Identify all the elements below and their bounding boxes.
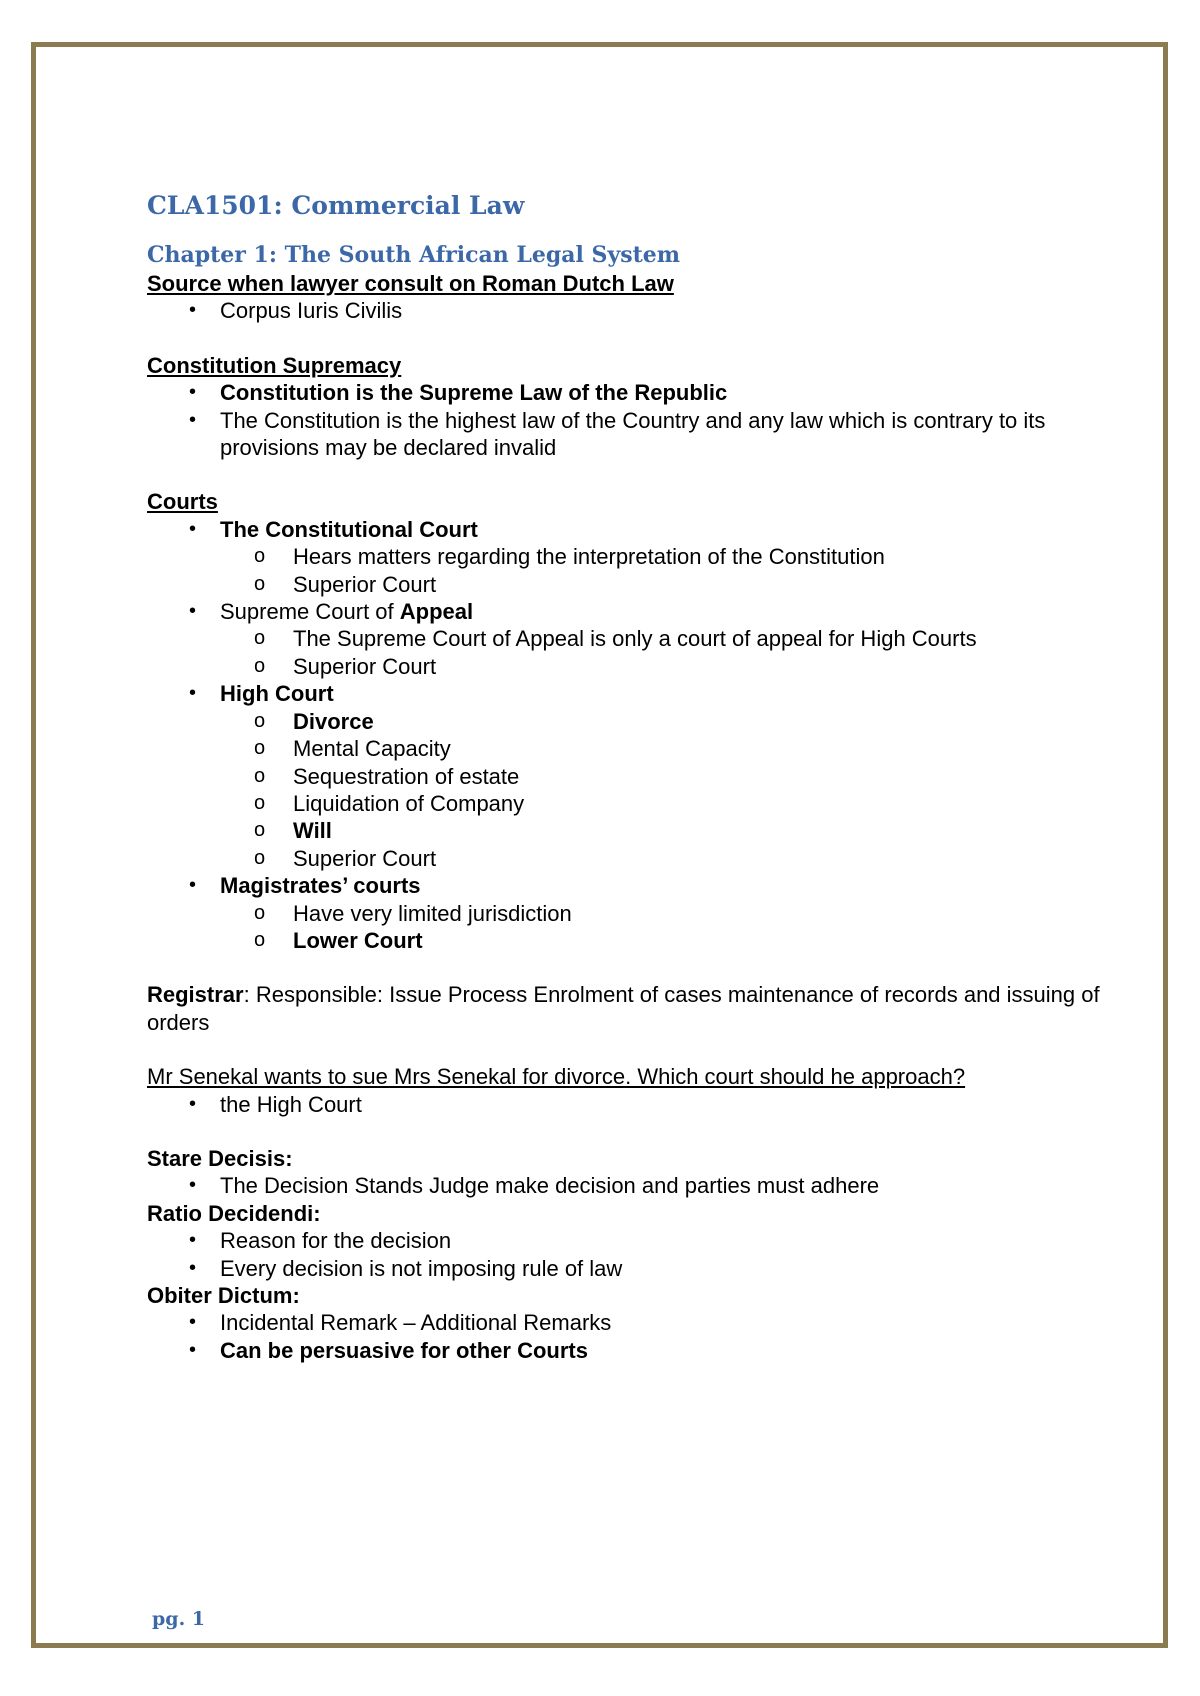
ratio-decidendi-list bbox=[147, 1227, 1107, 1282]
bullet-icon: • bbox=[189, 1229, 197, 1252]
bullet-icon: • bbox=[189, 1256, 197, 1279]
circle-bullet-icon: o bbox=[254, 737, 266, 760]
ratio-decidendi-heading: Ratio Decidendi: bbox=[147, 1200, 321, 1226]
sub-list bbox=[220, 543, 1107, 598]
bullet-icon: • bbox=[189, 1092, 197, 1115]
page-number: pg. 1 bbox=[152, 1608, 206, 1630]
bullet-icon: • bbox=[189, 517, 197, 540]
sub-list-item: o Superior Court bbox=[254, 653, 437, 679]
list-item: • The Decision Stands Judge make decision and parties must adhere bbox=[189, 1173, 880, 1199]
list-item: • Corpus Iuris Civilis bbox=[189, 298, 403, 324]
courts-heading: Courts bbox=[147, 489, 218, 515]
list-item: • Reason for the decision bbox=[189, 1228, 452, 1254]
list-item: • Incidental Remark – Additional Remarks bbox=[189, 1310, 612, 1336]
bullet-icon: • bbox=[189, 1311, 197, 1334]
bullet-icon: • bbox=[189, 381, 197, 404]
list-item: • the High Court bbox=[189, 1091, 362, 1117]
bullet-icon: • bbox=[189, 600, 197, 623]
document-body bbox=[147, 190, 1107, 1364]
sub-list-item: o Will bbox=[254, 818, 332, 844]
constitution-heading: Constitution Supremacy bbox=[147, 352, 402, 378]
circle-bullet-icon: o bbox=[254, 901, 266, 924]
circle-bullet-icon: o bbox=[254, 572, 266, 595]
sub-list-item: o Superior Court bbox=[254, 845, 437, 871]
sub-list bbox=[220, 625, 1107, 680]
list-item: • Can be persuasive for other Courts bbox=[189, 1337, 588, 1363]
circle-bullet-icon: o bbox=[254, 709, 266, 732]
circle-bullet-icon: o bbox=[254, 654, 266, 677]
sub-list bbox=[220, 900, 1107, 955]
bullet-icon: • bbox=[189, 1174, 197, 1197]
sub-list-item: o Hears matters regarding the interpretation of the Constitution bbox=[254, 544, 885, 570]
list-item: • Constitution is the Supreme Law of the Republic bbox=[189, 380, 728, 406]
court-item-high: • High Court o Divorce o Mental Capacity o Sequestration of estate o Liquidation of Company o Will o Superior Court bbox=[147, 680, 1107, 872]
obiter-dictum-heading: Obiter Dictum: bbox=[147, 1283, 300, 1308]
circle-bullet-icon: o bbox=[254, 545, 266, 568]
bullet-icon: • bbox=[189, 1338, 197, 1361]
obiter-dictum-list bbox=[147, 1309, 1107, 1364]
circle-bullet-icon: o bbox=[254, 791, 266, 814]
document-title: CLA1501: Commercial Law bbox=[147, 191, 525, 220]
stare-decisis-list bbox=[147, 1172, 1107, 1199]
bullet-icon: • bbox=[189, 874, 197, 897]
sub-list-item: o Divorce bbox=[254, 708, 374, 734]
answer-list bbox=[147, 1091, 1107, 1118]
circle-bullet-icon: o bbox=[254, 764, 266, 787]
source-heading: Source when lawyer consult on Roman Dutch Law bbox=[147, 271, 674, 296]
courts-list bbox=[147, 516, 1107, 955]
constitution-list bbox=[147, 379, 1107, 461]
source-list bbox=[147, 297, 1107, 324]
circle-bullet-icon: o bbox=[254, 627, 266, 650]
list-item: • The Constitution is the highest law of the Country and any law which is contrary to its provisions may be declared invalid bbox=[189, 407, 1046, 461]
court-item-appeal: • Supreme Court of Appeal o The Supreme Court of Appeal is only a court of appeal for High Courts o Superior Court bbox=[147, 598, 1107, 680]
sub-list-item: o Lower Court bbox=[254, 927, 423, 953]
court-item-magistrates: • Magistrates’ courts o Have very limited jurisdiction o Lower Court bbox=[147, 872, 1107, 954]
circle-bullet-icon: o bbox=[254, 928, 266, 951]
sub-list-item: o Superior Court bbox=[254, 571, 437, 597]
stare-decisis-heading: Stare Decisis: bbox=[147, 1145, 293, 1171]
list-item: • Every decision is not imposing rule of law bbox=[189, 1255, 623, 1281]
court-item-constitutional: • The Constitutional Court o Hears matters regarding the interpretation of the Constitution o Superior Court bbox=[147, 516, 1107, 598]
circle-bullet-icon: o bbox=[254, 819, 266, 842]
circle-bullet-icon: o bbox=[254, 846, 266, 869]
sub-list bbox=[220, 708, 1107, 872]
registrar-paragraph: Registrar: Responsible: Issue Process Enrolment of cases maintenance of records and issuing of orders bbox=[147, 982, 1100, 1035]
sub-list-item: o Have very limited jurisdiction bbox=[254, 900, 572, 926]
bullet-icon: • bbox=[189, 682, 197, 705]
sub-list-item: o Mental Capacity bbox=[254, 736, 451, 762]
bullet-icon: • bbox=[189, 299, 197, 322]
sub-list-item: o Liquidation of Company bbox=[254, 790, 525, 816]
chapter-heading: Chapter 1: The South African Legal System bbox=[147, 242, 681, 268]
sub-list-item: o Sequestration of estate bbox=[254, 763, 520, 789]
bullet-icon: • bbox=[189, 408, 197, 431]
sub-list-item: o The Supreme Court of Appeal is only a court of appeal for High Courts bbox=[254, 626, 977, 652]
question-text: Mr Senekal wants to sue Mrs Senekal for divorce. Which court should he approach? bbox=[147, 1064, 966, 1090]
